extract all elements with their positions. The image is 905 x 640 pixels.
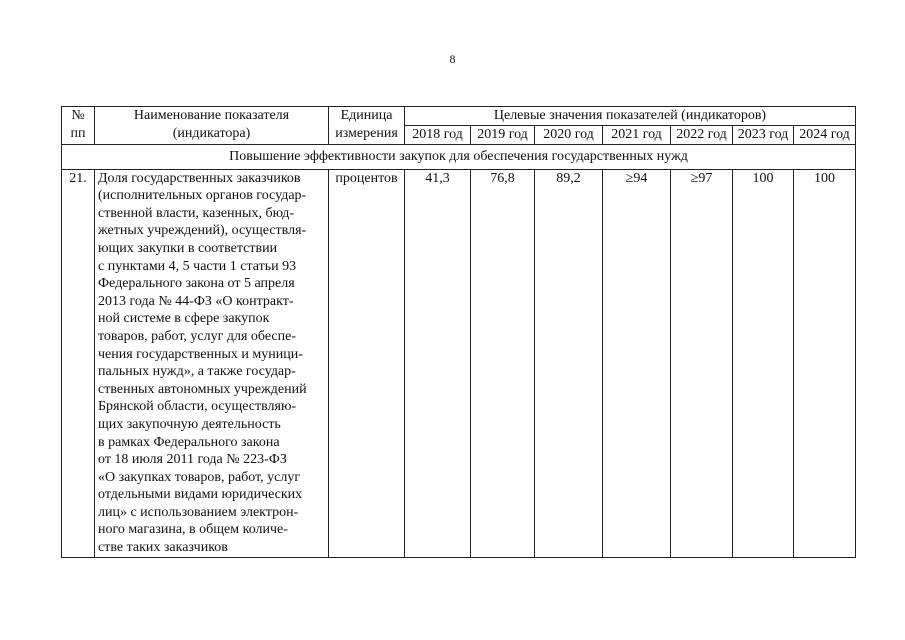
indicator-name-line: (исполнительных органов государ- [98,188,307,204]
value-2019: 76,8 [471,169,535,557]
section-title: Повышение эффективности закупок для обеспечения государственных нужд [62,144,856,169]
header-number-cell [62,107,95,145]
header-number-label: № [71,108,85,123]
header-year-2018: 2018 год [405,126,471,145]
table-row [62,169,856,557]
header-year-2020: 2020 год [535,126,603,145]
header-name-cell [95,107,329,145]
header-target-values: Целевые значения показателей (индикаторов) [405,107,856,126]
indicator-name-line: отдельными видами юридических [98,487,303,503]
indicator-name-line: чения государственных и муници- [98,346,303,362]
indicator-name-line: Федерального закона от 5 апреля [98,276,295,292]
indicator-name-line: Доля государственных заказчиков [98,170,301,186]
value-2023: 100 [733,169,794,557]
indicators-table [61,106,856,558]
header-year-2019: 2019 год [471,126,535,145]
indicator-name [95,169,329,557]
page-number: 8 [449,52,456,66]
indicator-name-line: от 18 июля 2011 года № 223-ФЗ [98,452,287,468]
value-2018: 41,3 [405,169,471,557]
indicator-name-line: ющих закупки в соответствии [98,240,278,256]
indicator-name-line: товаров, работ, услуг для обеспе- [98,328,296,344]
indicator-name-line: лиц» с использованием электрон- [98,504,299,520]
header-year-2023: 2023 год [733,126,794,145]
header-unit-label: Единица [340,108,393,123]
header-year-2024: 2024 год [794,126,856,145]
row-number: 21. [62,169,95,557]
value-2020: 89,2 [535,169,603,557]
value-2021: ≥94 [603,169,671,557]
indicator-name-line: стве таких заказчиков [98,540,228,556]
header-year-2022: 2022 год [671,126,733,145]
indicator-name-line: «О закупках товаров, работ, услуг [98,469,301,485]
header-number-sublabel: пп [70,125,86,141]
header-unit-cell [329,107,405,145]
indicator-name-line: в рамках Федерального закона [98,434,280,450]
indicator-name-line: щих закупочную деятельность [98,416,281,432]
indicator-name-line: Брянской области, осуществляю- [98,399,297,415]
header-name-sublabel: (индикатора) [172,125,251,141]
header-unit-sublabel: измерения [335,125,398,141]
indicator-name-line: пальных нужд», а также государ- [98,364,296,380]
indicator-name-line: ной системе в сфере закупок [98,311,270,327]
header-name-label: Наименование показателя [133,108,290,123]
value-2024: 100 [794,169,856,557]
header-year-2021: 2021 год [603,126,671,145]
unit-of-measure: процентов [329,169,405,557]
indicator-name-line: ного магазина, в общем количе- [98,522,288,538]
indicator-name-line: ственной власти, казенных, бюд- [98,205,295,221]
indicator-name-line: ственных автономных учреждений [98,381,307,397]
indicator-name-line: жетных учреждений), осуществля- [98,223,307,239]
value-2022: ≥97 [671,169,733,557]
indicator-name-line: 2013 года № 44-ФЗ «О контракт- [98,293,294,309]
indicator-name-line: с пунктами 4, 5 части 1 статьи 93 [98,258,297,274]
